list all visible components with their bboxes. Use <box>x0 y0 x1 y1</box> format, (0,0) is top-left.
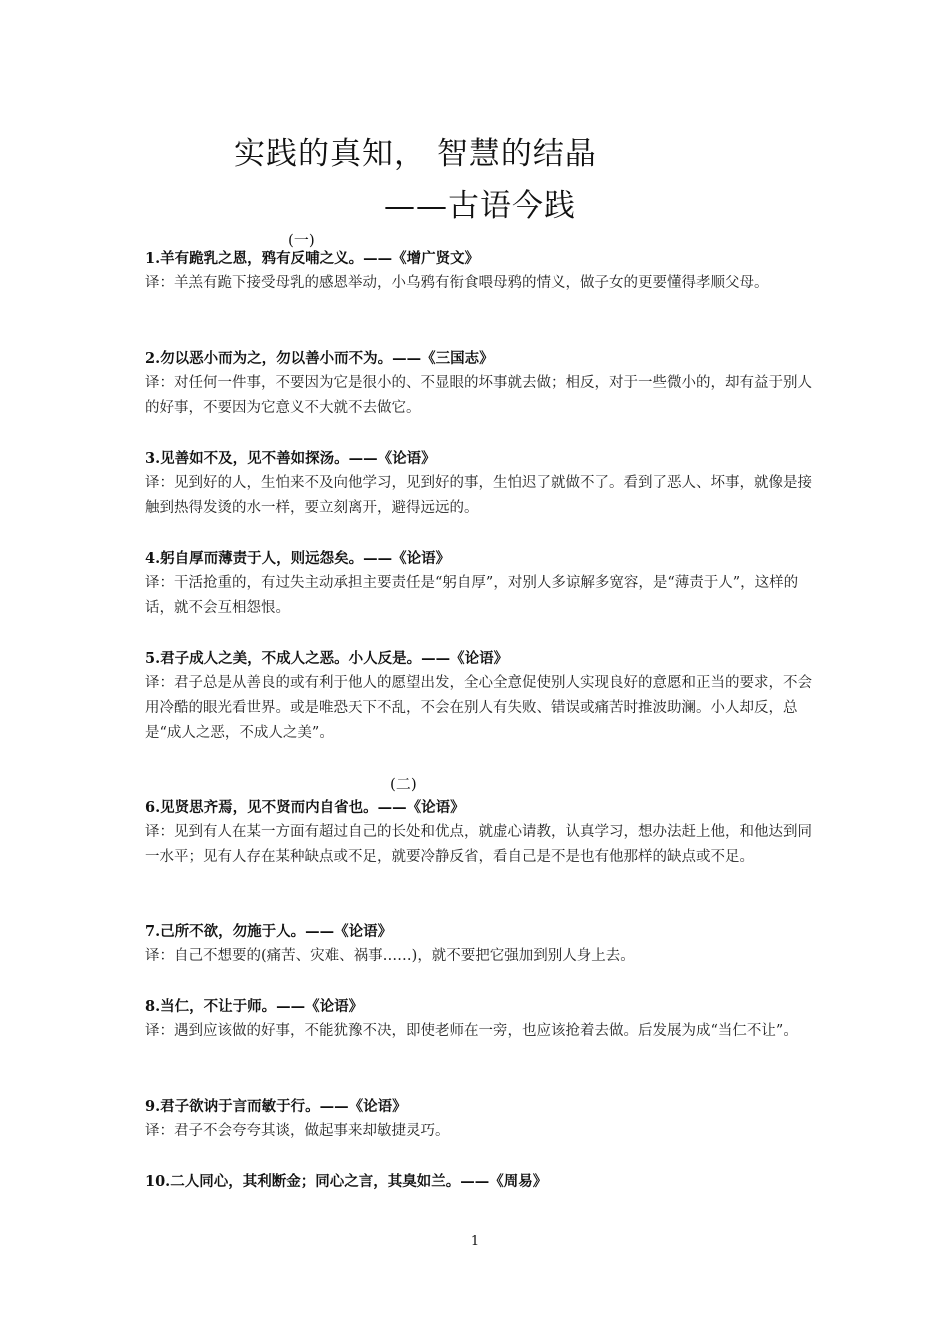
entry-translation: 译：君子不会夸夸其谈，做起事来却敏捷灵巧。 <box>145 1123 450 1139</box>
entry-translation: 译：自己不想要的(痛苦、灾难、祸事……)，就不要把它强加到别人身上去。 <box>145 948 635 964</box>
entry-6 <box>145 796 817 870</box>
entry-10 <box>145 1170 817 1194</box>
entry-translation: 译：遇到应该做的好事，不能犹豫不决，即使老师在一旁，也应该抢着去做。后发展为成“当仁不让”。 <box>145 1023 798 1039</box>
entry-4 <box>145 547 817 621</box>
section-heading-2: (二) <box>390 775 417 793</box>
entry-quote: 8.当仁，不让于师。——《论语》 <box>145 998 364 1015</box>
page-number: 1 <box>470 1234 480 1249</box>
title-line1: 实践的真知， 智慧的结晶 <box>234 136 597 172</box>
entry-5 <box>145 647 817 746</box>
entry-translation: 译：见到有人在某一方面有超过自己的长处和优点，就虚心请教，认真学习，想办法赶上他，和他达到同一水平；见有人存在某种缺点或不足，就要冷静反省，看自己是不是也有他那样的缺点或不足。 <box>145 824 812 865</box>
entry-translation: 译：干活抢重的，有过失主动承担主要责任是“躬自厚”，对别人多谅解多宽容，是“薄责于人”，这样的话，就不会互相怨恨。 <box>145 575 799 616</box>
entry-quote: 9.君子欲讷于言而敏于行。——《论语》 <box>145 1098 407 1115</box>
entry-translation: 译：对任何一件事，不要因为它是很小的、不显眼的坏事就去做；相反，对于一些微小的，却有益于别人的好事，不要因为它意义不大就不去做它。 <box>145 375 812 416</box>
entry-quote: 4.躬自厚而薄责于人，则远怨矣。——《论语》 <box>145 550 451 567</box>
entry-quote: 6.见贤思齐焉，见不贤而内自省也。——《论语》 <box>145 799 465 816</box>
entry-quote: 5.君子成人之美，不成人之恶。小人反是。——《论语》 <box>145 650 509 667</box>
entry-quote: 2.勿以恶小而为之，勿以善小而不为。——《三国志》 <box>145 350 494 367</box>
entry-2 <box>145 347 817 421</box>
entry-quote: 10.二人同心，其利断金；同心之言，其臭如兰。——《周易》 <box>145 1173 548 1190</box>
entry-7 <box>145 920 817 969</box>
entry-translation: 译：羊羔有跪下接受母乳的感恩举动，小乌鸦有衔食喂母鸦的情义，做子女的更要懂得孝顺父母。 <box>145 275 769 291</box>
entry-translation: 译：君子总是从善良的或有利于他人的愿望出发，全心全意促使别人实现良好的意愿和正当的要求，不会用冷酷的眼光看世界。或是唯恐天下不乱，不会在别人有失败、错误或痛苦时推波助澜。小人却反，总是“成人之恶，不成人之美”。 <box>145 675 812 741</box>
entry-9 <box>145 1095 817 1144</box>
entry-3 <box>145 447 817 521</box>
entry-translation: 译：见到好的人，生怕来不及向他学习，见到好的事，生怕迟了就做不了。看到了恶人、坏事，就像是接触到热得发烫的水一样，要立刻离开，避得远远的。 <box>145 475 812 516</box>
section-heading-1: (一) <box>288 231 315 249</box>
entry-8 <box>145 995 817 1044</box>
entry-quote: 3.见善如不及，见不善如探汤。——《论语》 <box>145 450 436 467</box>
entry-1 <box>145 247 817 296</box>
title-line2: ——古语今践 <box>384 188 576 224</box>
entry-quote: 7.己所不欲，勿施于人。——《论语》 <box>145 923 393 940</box>
entry-quote: 1.羊有跪乳之恩，鸦有反哺之义。——《增广贤文》 <box>145 250 480 267</box>
